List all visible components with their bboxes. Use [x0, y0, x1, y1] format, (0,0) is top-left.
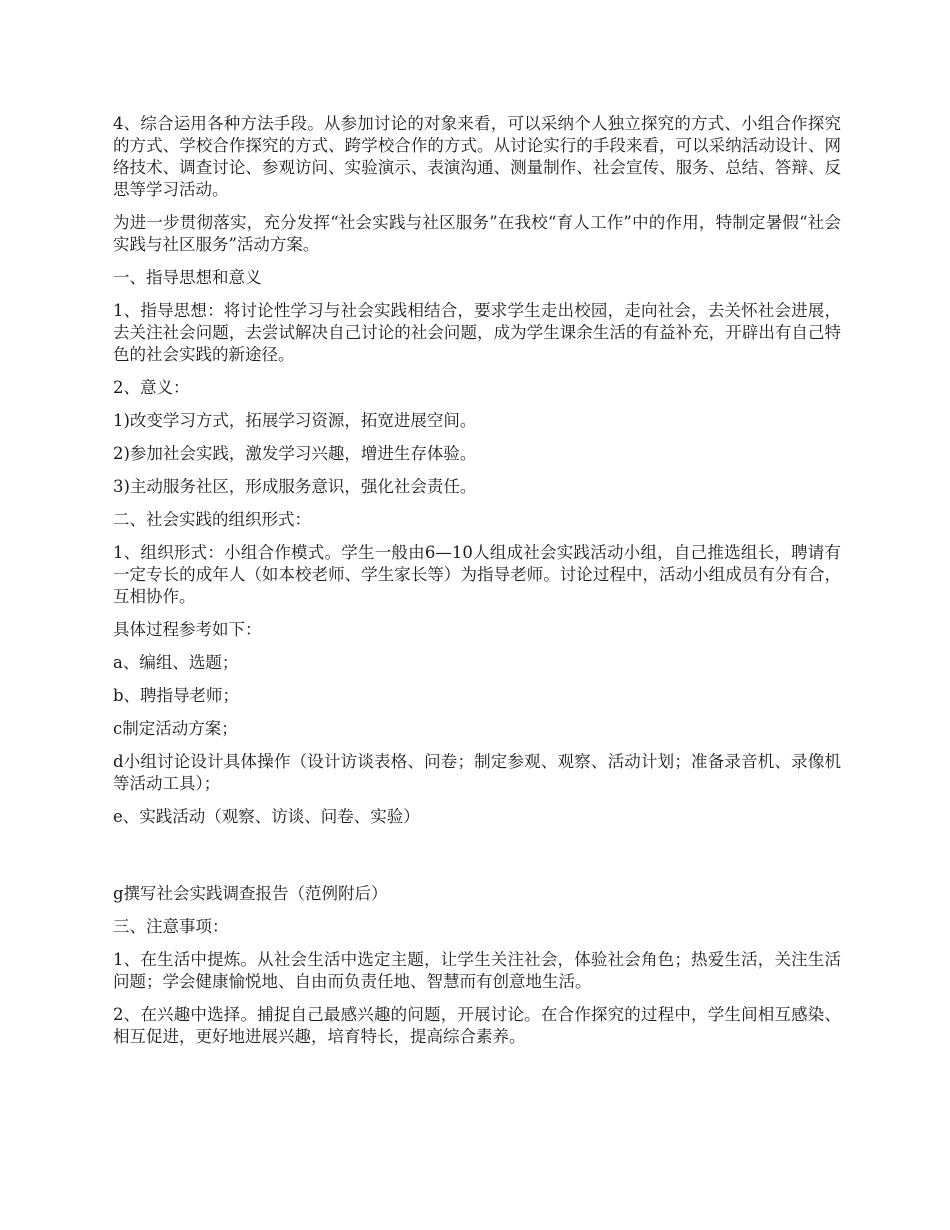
- paragraph-organization-form: 1、组织形式：小组合作模式。学生一般由6—10人组成社会实践活动小组，自己推选组长，聘请有一定专长的成年人（如本校老师、学生家长等）为指导老师。讨论过程中，活动小组成员有分有合，互相协作。: [113, 543, 841, 606]
- heading-notes: 三、注意事项：: [113, 917, 229, 936]
- list-item-step-a: a、编组、选题；: [113, 653, 239, 672]
- heading-guiding-ideas: 一、指导思想和意义: [113, 268, 262, 287]
- paragraph-note-2: 2、在兴趣中选择。捕捉自己最感兴趣的问题，开展讨论。在合作探究的过程中，学生间相互感染、相互促进，更好地进展兴趣，培育特长，提高综合素养。: [113, 1005, 841, 1046]
- list-item-step-e: e、实践活动（观察、访谈、问卷、实验）: [113, 807, 420, 826]
- paragraph-process-intro: 具体过程参考如下：: [113, 620, 262, 639]
- list-item-step-c: c制定活动方案；: [113, 719, 238, 738]
- list-item-step-b: b、聘指导老师；: [113, 686, 240, 705]
- paragraph-significance-label: 2、意义：: [113, 378, 190, 397]
- list-item-significance-1: 1)改变学习方式，拓展学习资源，拓宽进展空间。: [113, 411, 477, 430]
- heading-organization-form: 二、社会实践的组织形式：: [113, 510, 311, 529]
- paragraph-intro: 为进一步贯彻落实，充分发挥“社会实践与社区服务”在我校“育人工作”中的作用，特制定暑假“社会实践与社区服务”活动方案。: [113, 213, 841, 254]
- list-item-significance-3: 3)主动服务社区，形成服务意识，强化社会责任。: [113, 477, 477, 496]
- paragraph-note-1: 1、在生活中提炼。从社会生活中选定主题，让学生关注社会，体验社会角色；热爱生活，关注生活问题；学会健康愉悦地、自由而负责任地、智慧而有创意地生活。: [113, 950, 841, 991]
- list-item-step-g: g撰写社会实践调查报告（范例附后）: [113, 884, 388, 903]
- paragraph-methods: 4、综合运用各种方法手段。从参加讨论的对象来看，可以采纳个人独立探究的方式、小组合作探究的方式、学校合作探究的方式、跨学校合作的方式。从讨论实行的手段来看，可以采纳活动设计、网络技术、调查讨论、参观访问、实验演示、表演沟通、测量制作、社会宣传、服务、总结、答辩、反思等学习活动。: [113, 114, 841, 199]
- paragraph-guiding-idea: 1、指导思想：将讨论性学习与社会实践相结合，要求学生走出校园，走向社会，去关怀社会进展，去关注社会问题，去尝试解决自己讨论的社会问题，成为学生课余生活的有益补充，开辟出有自己特色的社会实践的新途径。: [113, 301, 841, 364]
- list-item-significance-2: 2)参加社会实践，激发学习兴趣，增进生存体验。: [113, 444, 477, 463]
- document-body: [113, 113, 841, 1059]
- list-item-step-d: d小组讨论设计具体操作（设计访谈表格、问卷；制定参观、观察、活动计划；准备录音机、录像机等活动工具）；: [113, 752, 841, 793]
